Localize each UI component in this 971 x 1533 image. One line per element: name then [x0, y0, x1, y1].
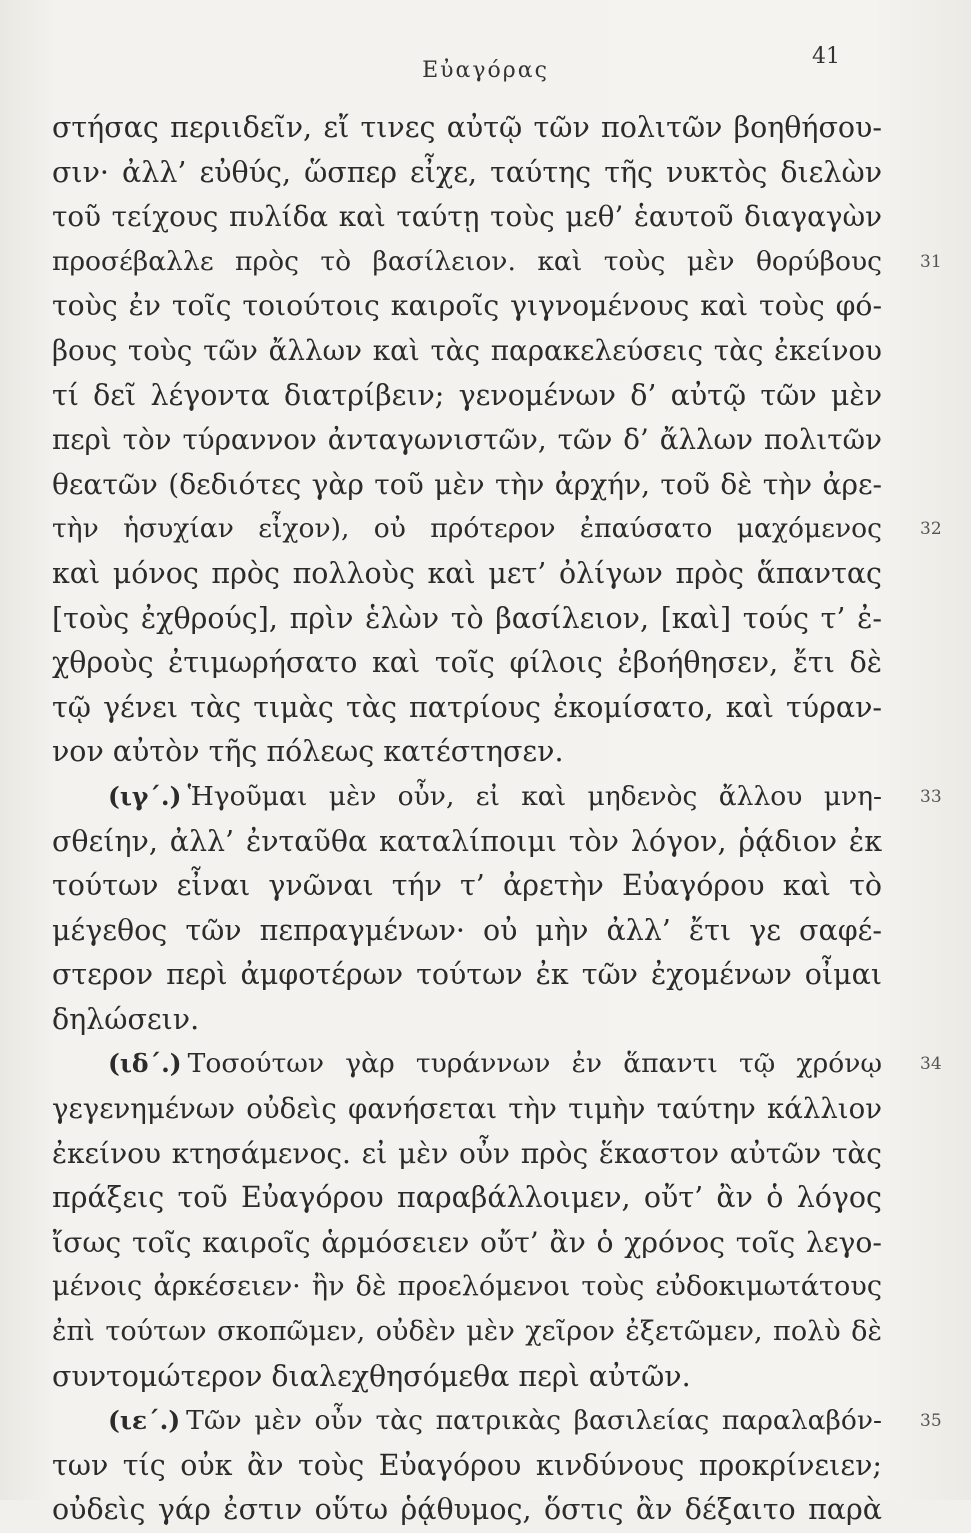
text-line [52, 1176, 882, 1221]
text-line [52, 106, 882, 151]
section-number: (ιγ΄.) [108, 781, 182, 811]
text-line [52, 418, 882, 463]
text-line [52, 730, 882, 775]
text-line [52, 329, 882, 374]
text-line [52, 1132, 882, 1177]
line-text: τὴν ἡσυχίαν εἶχον), οὐ πρότερον ἐπαύσατο μαχόμενος [52, 513, 882, 545]
line-text: τῷ γένει τὰς τιμὰς τὰς πατρίους ἐκομίσατο, καὶ τύραν- [52, 690, 882, 724]
text-line [52, 552, 882, 597]
line-text: περὶ τὸν τύραννον ἀνταγωνιστῶν, τῶν δ’ ἄλλων πολιτῶν [52, 423, 882, 457]
line-text: θεατῶν (δεδιότες γὰρ τοῦ μὲν τὴν ἀρχήν, τοῦ δὲ τὴν ἀρε- [52, 467, 882, 501]
text-line [52, 641, 882, 686]
text-line [52, 909, 882, 954]
margin-paragraph-number: 33 [920, 786, 942, 807]
line-text: μένοις ἀρκέσειεν· ἢν δὲ προελόμενοι τοὺς εὐδοκιμωτάτους [52, 1271, 882, 1303]
text-line [52, 463, 882, 508]
text-line [52, 597, 882, 642]
section-number: (ιδ΄.) [108, 1049, 182, 1079]
text-line [52, 998, 882, 1043]
text-line [52, 864, 882, 909]
text-line [52, 1444, 882, 1489]
text-line [52, 240, 942, 285]
line-text: καὶ μόνος πρὸς πολλοὺς καὶ μετ’ ὀλίγων πρὸς ἅπαντας [52, 556, 882, 590]
line-text: προσέβαλλε πρὸς τὸ βασίλειον. καὶ τοὺς μὲν θορύβους [52, 245, 882, 277]
line-text: Ἡγοῦμαι μὲν οὖν, εἰ καὶ μηδενὸς ἄλλου μνη- [187, 780, 882, 812]
line-text: τούτων εἶναι γνῶναι τήν τ’ ἀρετὴν Εὐαγόρου καὶ τὸ [52, 869, 882, 903]
margin-paragraph-number: 35 [920, 1411, 942, 1432]
line-text: βους τοὺς τῶν ἄλλων καὶ τὰς παρακελεύσεις τὰς ἐκείνου [52, 333, 882, 367]
line-text: συντομώτερον διαλεχθησόμεθα περὶ αὐτῶν. [52, 1359, 691, 1393]
text-line [52, 1310, 882, 1355]
margin-paragraph-number: 34 [920, 1054, 942, 1075]
text-line [52, 775, 942, 820]
margin-paragraph-number: 31 [920, 251, 942, 272]
page-number: 41 [812, 44, 840, 69]
line-text: σθείην, ἀλλ’ ἐνταῦθα καταλίποιμι τὸν λόγον, ῥᾴδιον ἐκ [52, 824, 882, 858]
text-line [52, 1265, 882, 1310]
line-text: πράξεις τοῦ Εὐαγόρου παραβάλλοιμεν, οὔτ’ ἂν ὁ λόγος [52, 1181, 882, 1215]
text-line [52, 1399, 942, 1444]
line-text: νον αὐτὸν τῆς πόλεως κατέστησεν. [52, 735, 564, 769]
text-line [52, 374, 882, 419]
margin-paragraph-number: 32 [920, 519, 942, 540]
line-text: γεγενημένων οὐδεὶς φανήσεται τὴν τιμὴν ταύτην κάλλιον [52, 1092, 882, 1126]
running-title: Εὐαγόρας [422, 58, 549, 83]
text-line [52, 1355, 882, 1400]
text-line [52, 1087, 882, 1132]
line-text: τοὺς ἐν τοῖς τοιούτοις καιροῖς γιγνομένους καὶ τοὺς φό- [52, 289, 882, 323]
line-text: στήσας περιιδεῖν, εἴ τινες αὐτῷ τῶν πολιτῶν βοηθήσου- [52, 111, 882, 144]
line-text: των τίς οὐκ ἂν τοὺς Εὐαγόρου κινδύνους προκρίνειεν; [52, 1448, 882, 1482]
text-line [52, 195, 882, 240]
text-line [52, 1042, 942, 1087]
line-text: χθροὺς ἐτιμωρήσατο καὶ τοῖς φίλοις ἐβοήθησεν, ἔτι δὲ [52, 646, 882, 680]
section-number: (ιε΄.) [108, 1406, 181, 1436]
text-line [52, 507, 942, 552]
text-line [52, 284, 882, 329]
text-line [52, 686, 882, 731]
text-line [52, 1488, 882, 1533]
line-text: [τοὺς ἐχθρούς], πρὶν ἑλὼν τὸ βασίλειον, [καὶ] τούς τ’ ἐ- [52, 601, 882, 635]
text-line [52, 151, 882, 196]
line-text: τί δεῖ λέγοντα διατρίβειν; γενομένων δ’ αὐτῷ τῶν μὲν [52, 378, 882, 412]
text-line [52, 1221, 882, 1266]
line-text: ἐπὶ τούτων σκοπῶμεν, οὐδὲν μὲν χεῖρον ἐξετῶμεν, πολὺ δὲ [52, 1316, 882, 1348]
line-text: ἐκείνου κτησάμενος. εἰ μὲν οὖν πρὸς ἕκαστον αὐτῶν τὰς [52, 1136, 882, 1170]
text-line [52, 953, 882, 998]
line-text: στερον περὶ ἀμφοτέρων τούτων ἐκ τῶν ἐχομένων οἶμαι [52, 958, 882, 992]
line-text: οὐδεὶς γάρ ἐστιν οὕτω ῥᾴθυμος, ὅστις ἂν δέξαιτο παρὰ [52, 1493, 882, 1527]
line-text: τοῦ τείχους πυλίδα καὶ ταύτῃ τοὺς μεθ’ ἑαυτοῦ διαγαγὼν [52, 200, 882, 234]
line-text: δηλώσειν. [52, 1002, 200, 1036]
line-text: ἴσως τοῖς καιροῖς ἁρμόσειεν οὔτ’ ἂν ὁ χρόνος τοῖς λεγο- [52, 1225, 882, 1259]
text-line [52, 820, 882, 865]
line-text: μέγεθος τῶν πεπραγμένων· οὐ μὴν ἀλλ’ ἔτι γε σαφέ- [52, 913, 882, 947]
body-text [52, 106, 942, 1533]
line-text: Τοσούτων γὰρ τυράννων ἐν ἅπαντι τῷ χρόνῳ [187, 1048, 882, 1080]
line-text: σιν· ἀλλ’ εὐθύς, ὥσπερ εἶχε, ταύτης τῆς νυκτὸς διελὼν [52, 155, 882, 189]
line-text: Τῶν μὲν οὖν τὰς πατρικὰς βασιλείας παραλαβόν- [186, 1405, 882, 1437]
